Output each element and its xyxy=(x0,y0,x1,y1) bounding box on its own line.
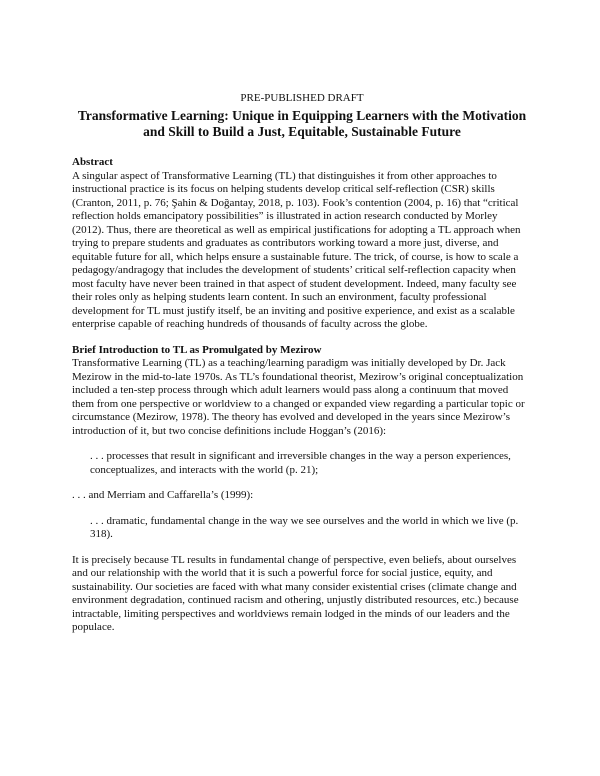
closing-paragraph: It is precisely because TL results in fundamental change of perspective, even beliefs, about ourselves and our relationship with the world that it is such a powerful force for social justice, equity, and sustainability. Our societies are faced with what many consider existential crises (climate change and environment degradation, continued racism and othering, unjustly distributed resources, etc.) because intractable, limiting perspectives and worldviews remain lodged in the minds of our leaders and the populace. xyxy=(72,553,519,633)
intro-heading: Brief Introduction to TL as Promulgated by Mezirow xyxy=(72,343,322,356)
block-quote-merriam: . . . dramatic, fundamental change in the way we see ourselves and the world in which we live (p. 318). xyxy=(90,514,519,540)
document-page xyxy=(72,92,532,635)
block-quote-hoggan: . . . processes that result in significant and irreversible changes in the way a person experiences, conceptualizes, and interacts with the world (p. 21); xyxy=(90,450,511,476)
paper-title xyxy=(72,108,532,140)
section-gap xyxy=(72,503,532,515)
draft-label: PRE-PUBLISHED DRAFT xyxy=(240,92,364,104)
section-gap xyxy=(72,332,532,344)
paper-title-line-1: Transformative Learning: Unique in Equipping Learners with the Motivation xyxy=(77,108,527,123)
section-gap xyxy=(72,438,532,450)
section-gap xyxy=(72,542,532,554)
intro-text: Transformative Learning (TL) as a teaching/learning paradigm was initially developed by Dr. Jack Mezirow in the mid-to-late 1970s. As TL’s foundational theorist, Mezirow’s original conceptualization included a ten-step process through which adult learners would pass along a continuum that moved them from one perspective or worldview to a changed or expanded view regarding a particular topic or circumstance (Mezirow, 1978). The theory has evolved and developed in the years since Mezirow’s introduction of it, but two concise definitions include Hoggan’s (2016): xyxy=(72,357,525,437)
paper-title-line-2: and Skill to Build a Just, Equitable, Sustainable Future xyxy=(143,124,461,139)
abstract-heading: Abstract xyxy=(72,156,113,168)
section-gap xyxy=(72,477,532,489)
quote-lead-merriam: . . . and Merriam and Caffarella’s (1999): xyxy=(72,489,254,501)
abstract-text: A singular aspect of Transformative Learning (TL) that distinguishes it from other approaches to instructional practice is its focus on helping students develop critical self-reflection (CSR) skills (Cranton, 2011, p. 76; Şahin & Doğantay, 2018, p. 103). Fook’s contention (2004, p. 16) that “critical reflection holds emancipatory possibilities” is illustrated in action research conducted by Morley (2012). Thus, there are theoretical as well as empirical justifications for adopting a TL approach when trying to prepare students and graduates as contributors working toward a more just, diverse, and equitable future for all, which helps ensure a sustainable future. The trick, of course, is how to scale a pedagogy/andragogy that includes the development of students’ critical self-reflection capacity when most faculty have never been trained in that aspect of student development. Indeed, many faculty see their roles only as helping students learn content. In such an environment, faculty professional development for TL must justify itself, be an inviting and positive experience, and exist as a scalable enterprise capable of reaching hundreds of thousands of faculty across the globe. xyxy=(72,169,521,330)
